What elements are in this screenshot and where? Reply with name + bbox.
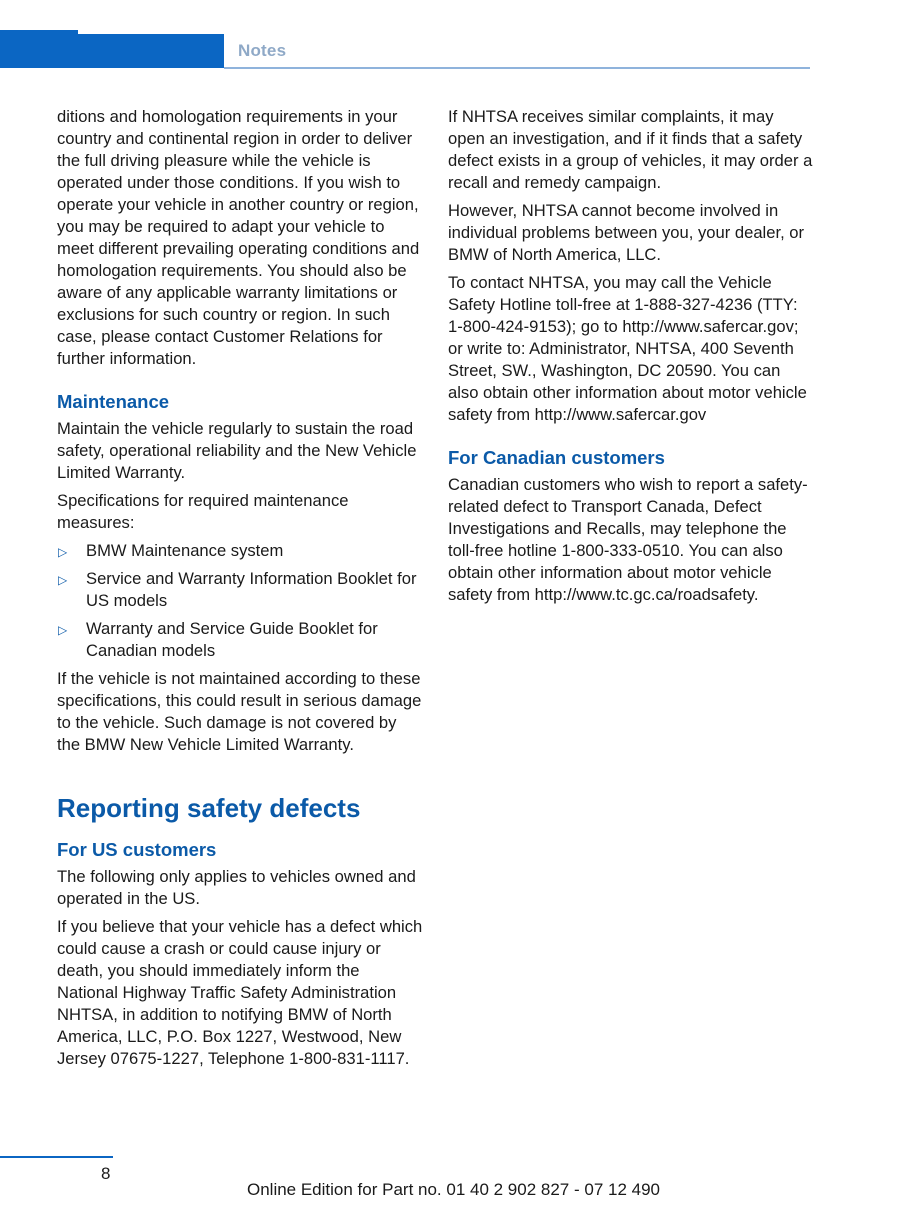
- section-title: Notes: [238, 41, 287, 60]
- reporting-heading: Reporting safety defects: [57, 793, 361, 823]
- list-item-text: Warranty and Service Guide Booklet for Canadian models: [86, 619, 378, 660]
- triangle-right-icon: ▷: [58, 623, 68, 637]
- intro-paragraph: ditions and homologation requirements in your country and continental region in order to deliver the full driving pleasure while the vehicle is operated under those conditions. If you wish to operate your vehicle in another country or region, you may be required to adapt your vehicle to meet different prevailing operating conditions and homologation requirements. You should also be aware of any applicable warranty limitations or exclusions for such country or region. In such case, please contact Customer Relations for further information.: [57, 107, 420, 368]
- maintenance-list: [57, 540, 423, 662]
- edition-note: Online Edition for Part no. 01 40 2 902 827 - 07 12 490: [246, 1180, 660, 1199]
- left-column: [57, 106, 423, 1076]
- list-item: [57, 618, 423, 662]
- us-customers-heading: For US customers: [57, 839, 217, 860]
- nhtsa-paragraph-3: To contact NHTSA, you may call the Vehicle Safety Hotline toll-free at 1-888-327-4236 (TTY: 1-800-424-9153); go to http://www.safercar.gov; or write to: Administrator, NHTSA, 400 Seventh Street, SW., Washington, DC 20590. You can also obtain other information about motor vehicle safety from http://www.safercar.gov: [448, 273, 807, 424]
- nhtsa-paragraph-2: However, NHTSA cannot become involved in individual problems between you, your dealer, or BMW of North America, LLC.: [448, 201, 805, 264]
- page-number: 8: [101, 1164, 111, 1183]
- us-paragraph-2: If you believe that your vehicle has a defect which could cause a crash or could cause injury or death, you should immediately inform the National Highway Traffic Safety Administration NHTSA, in addition to notifying BMW of North America, LLC, P.O. Box 1227, Westwood, New Jersey 07675-1227, Telephone 1-800-831-1117.: [57, 917, 423, 1068]
- canada-paragraph: Canadian customers who wish to report a safety-related defect to Transport Canada, Defect Investigations and Recalls, may telephone the toll-free hotline 1-800-333-0510. You can also obtain other information about motor vehicle safety from http://www.tc.gc.ca/roadsafety.: [448, 475, 808, 604]
- maintenance-paragraph-3: If the vehicle is not maintained according to these specifications, this could result in serious damage to the vehicle. Such damage is not covered by the BMW New Vehicle Limited Warranty.: [57, 669, 422, 754]
- canadian-customers-heading: For Canadian customers: [448, 447, 665, 468]
- maintenance-paragraph-2: Specifications for required maintenance measures:: [57, 491, 349, 532]
- nhtsa-paragraph-1: If NHTSA receives similar complaints, it may open an investigation, and if it finds that a safety defect exists in a group of vehicles, it may order a recall and remedy campaign.: [448, 107, 813, 192]
- header-accent-bar: [0, 34, 224, 68]
- maintenance-paragraph-1: Maintain the vehicle regularly to sustain the road safety, operational reliability and the New Vehicle Limited Warranty.: [57, 419, 417, 482]
- us-paragraph-1: The following only applies to vehicles owned and operated in the US.: [57, 867, 416, 908]
- list-item-text: BMW Maintenance system: [86, 541, 284, 560]
- right-column: [448, 106, 814, 612]
- footer-rule: [0, 1156, 113, 1158]
- list-item: [57, 540, 423, 562]
- triangle-right-icon: ▷: [58, 545, 68, 559]
- header-rule: [224, 67, 810, 69]
- list-item: [57, 568, 423, 612]
- list-item-text: Service and Warranty Information Booklet for US models: [86, 569, 417, 610]
- maintenance-heading: Maintenance: [57, 391, 170, 412]
- triangle-right-icon: ▷: [58, 573, 68, 587]
